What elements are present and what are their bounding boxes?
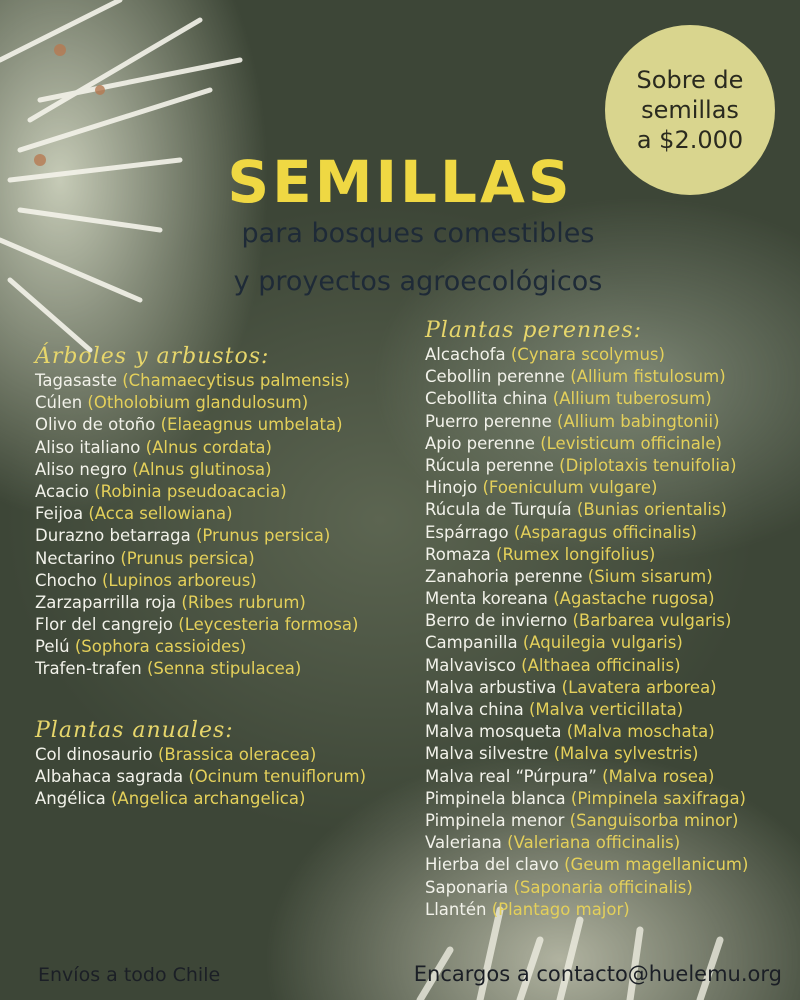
plant-common-name: Rúcula de Turquía xyxy=(425,500,572,520)
shipping-note: Envíos a todo Chile xyxy=(38,964,221,986)
plant-latin-name: (Plantago major) xyxy=(491,899,630,919)
plant-item xyxy=(35,414,405,436)
plant-item xyxy=(425,588,795,610)
plant-common-name: Malva arbustiva xyxy=(425,677,557,697)
plant-latin-name: (Prunus persica) xyxy=(195,526,331,546)
plant-common-name: Pelú xyxy=(35,637,70,657)
plant-item xyxy=(425,677,795,699)
plant-latin-name: (Lupinos arboreus) xyxy=(101,570,257,590)
trees-heading: Árboles y arbustos: xyxy=(35,344,270,369)
plant-item xyxy=(35,658,405,680)
plant-latin-name: (Alnus cordata) xyxy=(145,437,272,457)
plant-latin-name: (Althaea officinalis) xyxy=(521,655,681,675)
plant-latin-name: (Aquilegia vulgaris) xyxy=(522,633,683,653)
plant-common-name: Nectarino xyxy=(35,548,116,568)
plant-item xyxy=(35,570,405,592)
plant-common-name: Romaza xyxy=(425,544,491,564)
plant-latin-name: (Ocinum tenuiflorum) xyxy=(188,767,367,787)
subtitle-line-1: para bosques comestibles xyxy=(241,218,595,249)
plant-common-name: Hierba del clavo xyxy=(425,855,559,875)
plant-item xyxy=(35,548,405,570)
plant-latin-name: (Diplotaxis tenuifolia) xyxy=(559,455,737,475)
plant-common-name: Espárrago xyxy=(425,522,509,542)
plant-common-name: Alcachofa xyxy=(425,345,506,364)
plant-latin-name: (Agastache rugosa) xyxy=(553,589,715,609)
plant-item xyxy=(425,854,795,876)
annuals-heading: Plantas anuales: xyxy=(35,718,234,743)
plant-common-name: Malva real “Púrpura” xyxy=(425,766,597,786)
plant-latin-name: (Leycesteria formosa) xyxy=(178,615,359,635)
contact-email: Encargos a contacto@huelemu.org xyxy=(413,962,782,986)
plant-latin-name: (Levisticum officinale) xyxy=(540,433,722,453)
plant-common-name: Apio perenne xyxy=(425,433,535,453)
plant-item xyxy=(35,503,405,525)
plant-latin-name: (Malva verticillata) xyxy=(528,700,684,719)
plant-common-name: Hinojo xyxy=(425,478,478,498)
plant-item xyxy=(425,411,795,433)
plant-item xyxy=(35,766,405,788)
plant-item xyxy=(35,370,405,392)
plant-item xyxy=(425,610,795,632)
plant-item xyxy=(35,437,405,459)
plant-item xyxy=(425,366,795,388)
plant-common-name: Olivo de otoño xyxy=(35,415,156,435)
plant-item xyxy=(35,592,405,614)
plant-latin-name: (Geum magellanicum) xyxy=(564,855,749,875)
plant-latin-name: (Chamaecytisus palmensis) xyxy=(122,371,350,390)
plant-item xyxy=(425,832,795,854)
plant-latin-name: (Saponaria officinalis) xyxy=(513,877,693,897)
plant-common-name: Llantén xyxy=(425,899,487,919)
plant-latin-name: (Cynara scolymus) xyxy=(510,345,665,364)
plant-item xyxy=(425,632,795,654)
plant-latin-name: (Ribes rubrum) xyxy=(181,592,306,612)
plant-common-name: Valeriana xyxy=(425,833,502,853)
plant-common-name: Cebollita china xyxy=(425,389,548,409)
plant-common-name: Malva china xyxy=(425,700,524,719)
plant-item xyxy=(425,388,795,410)
price-badge-text: Sobre de semillas a $2.000 xyxy=(636,66,744,154)
plant-latin-name: (Pimpinela saxifraga) xyxy=(570,788,746,808)
plant-item xyxy=(425,743,795,765)
plant-latin-name: (Rumex longifolius) xyxy=(496,544,656,564)
plant-latin-name: (Malva sylvestris) xyxy=(553,744,699,764)
plant-item xyxy=(425,544,795,566)
plant-latin-name: (Prunus persica) xyxy=(120,548,255,568)
plant-latin-name: (Barbarea vulgaris) xyxy=(572,611,732,631)
plant-common-name: Tagasaste xyxy=(35,371,117,390)
plant-common-name: Trafen-trafen xyxy=(35,659,142,679)
plant-latin-name: (Acca sellowiana) xyxy=(88,504,233,524)
plant-item xyxy=(425,721,795,743)
plant-item xyxy=(35,459,405,481)
plant-item xyxy=(35,788,405,810)
plant-common-name: Rúcula perenne xyxy=(425,455,554,475)
plant-latin-name: (Allium babingtonii) xyxy=(557,411,720,431)
plant-latin-name: (Allium fistulosum) xyxy=(570,367,726,387)
plant-common-name: Chocho xyxy=(35,570,97,590)
plant-latin-name: (Lavatera arborea) xyxy=(561,677,717,697)
plant-latin-name: (Robinia pseudoacacia) xyxy=(94,481,287,501)
plant-item xyxy=(425,566,795,588)
plant-item xyxy=(35,481,405,503)
plant-latin-name: (Malva moschata) xyxy=(566,722,715,742)
plant-item xyxy=(425,455,795,477)
plant-latin-name: (Allium tuberosum) xyxy=(552,389,712,409)
perennials-list xyxy=(425,344,795,921)
plant-common-name: Cebollin perenne xyxy=(425,367,565,387)
plant-item xyxy=(425,477,795,499)
plant-item xyxy=(425,788,795,810)
plant-latin-name: (Sophora cassioides) xyxy=(74,637,247,657)
trees-section xyxy=(35,344,405,681)
plant-common-name: Puerro perenne xyxy=(425,411,552,431)
plant-latin-name: (Otholobium glandulosum) xyxy=(87,393,309,413)
plant-item xyxy=(425,344,795,366)
plant-latin-name: (Elaeagnus umbelata) xyxy=(160,415,343,435)
plant-item xyxy=(425,433,795,455)
plant-common-name: Malva silvestre xyxy=(425,744,549,764)
plant-common-name: Albahaca sagrada xyxy=(35,767,184,787)
plant-item xyxy=(425,655,795,677)
plant-common-name: Col dinosaurio xyxy=(35,745,153,764)
plant-item xyxy=(35,392,405,414)
plant-item xyxy=(35,525,405,547)
plant-common-name: Acacio xyxy=(35,481,89,501)
trees-list xyxy=(35,370,405,681)
annuals-list xyxy=(35,744,405,811)
plant-latin-name: (Sanguisorba minor) xyxy=(569,810,739,830)
page-title: SEMILLAS xyxy=(227,148,573,216)
plant-latin-name: (Foeniculum vulgare) xyxy=(482,478,658,498)
plant-item xyxy=(35,744,405,766)
plant-common-name: Feijoa xyxy=(35,504,84,524)
plant-latin-name: (Sium sisarum) xyxy=(587,566,713,586)
plant-common-name: Malvavisco xyxy=(425,655,516,675)
plant-common-name: Angélica xyxy=(35,789,106,809)
plant-common-name: Zarzaparrilla roja xyxy=(35,592,177,612)
plant-common-name: Durazno betarraga xyxy=(35,526,191,546)
perennials-section xyxy=(425,318,795,921)
plant-common-name: Cúlen xyxy=(35,393,83,413)
plant-common-name: Campanilla xyxy=(425,633,518,653)
plant-common-name: Aliso italiano xyxy=(35,437,141,457)
plant-latin-name: (Senna stipulacea) xyxy=(146,659,302,679)
plant-common-name: Zanahoria perenne xyxy=(425,566,583,586)
plant-common-name: Flor del cangrejo xyxy=(35,615,174,635)
plant-item xyxy=(425,522,795,544)
plant-item xyxy=(425,499,795,521)
plant-item xyxy=(425,766,795,788)
plant-common-name: Berro de invierno xyxy=(425,611,568,631)
plant-item xyxy=(425,699,795,721)
plant-latin-name: (Angelica archangelica) xyxy=(110,789,306,809)
plant-item xyxy=(425,810,795,832)
plant-item xyxy=(425,877,795,899)
plant-common-name: Menta koreana xyxy=(425,589,548,609)
plant-item xyxy=(35,636,405,658)
plant-latin-name: (Alnus glutinosa) xyxy=(132,459,272,479)
plant-item xyxy=(35,614,405,636)
perennials-heading: Plantas perennes: xyxy=(425,318,643,343)
plant-latin-name: (Valeriana officinalis) xyxy=(507,833,681,853)
plant-latin-name: (Asparagus officinalis) xyxy=(513,522,697,542)
plant-common-name: Pimpinela menor xyxy=(425,810,565,830)
plant-common-name: Aliso negro xyxy=(35,459,127,479)
plant-latin-name: (Brassica oleracea) xyxy=(157,745,317,764)
plant-common-name: Saponaria xyxy=(425,877,509,897)
plant-item xyxy=(425,899,795,921)
plant-common-name: Malva mosqueta xyxy=(425,722,562,742)
annuals-section xyxy=(35,718,405,811)
subtitle-line-2: y proyectos agroecológicos xyxy=(233,266,603,297)
plant-common-name: Pimpinela blanca xyxy=(425,788,566,808)
plant-latin-name: (Malva rosea) xyxy=(602,766,715,786)
plant-latin-name: (Bunias orientalis) xyxy=(576,500,727,520)
